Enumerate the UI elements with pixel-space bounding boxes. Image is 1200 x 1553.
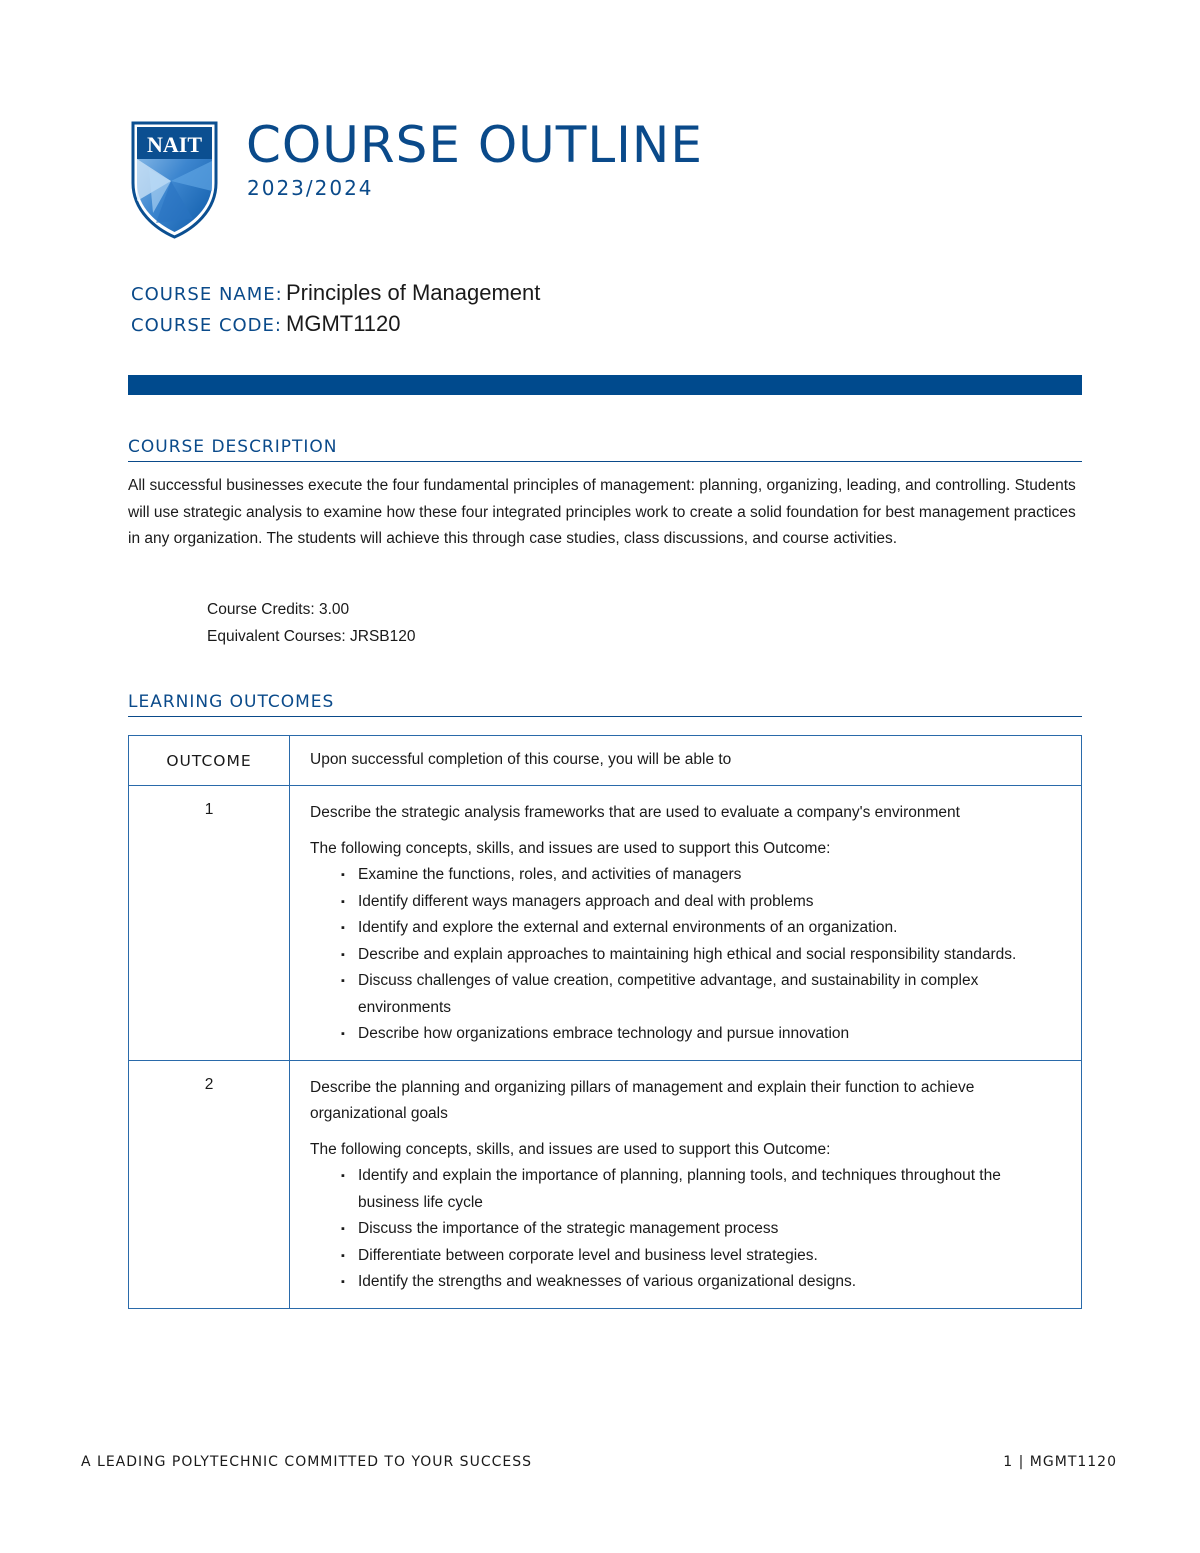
learning-outcomes-table [128,735,1082,1309]
footer-page-number: 1 | MGMT1120 [1003,1454,1117,1470]
list-item: ▪ Differentiate between corporate level and business level strategies. [358,1243,1061,1270]
course-name-value: Principles of Management [286,280,541,305]
list-item: ▪ Discuss the importance of the strategic management process [358,1216,1061,1243]
outcome-support-text: The following concepts, skills, and issues are used to support this Outcome: [310,1140,831,1158]
learning-outcomes-heading: LEARNING OUTCOMES [128,692,1082,717]
list-item: ▪ Examine the functions, roles, and activities of managers [358,862,1061,889]
course-name-label: COURSE NAME: [131,284,283,305]
course-description-text: All successful businesses execute the four fundamental principles of management: planning, organizing, leading, and controlling. Students will use strategic analysis to examine how these four integrated principles work to create a solid foundation for best management practices in any organization. The students will achieve this through case studies, class discussions, and course activities. [128,477,1076,548]
outcome-column-header: OUTCOME [129,736,290,786]
outcome-title: Describe the strategic analysis frameworks that are used to evaluate a company's environment [310,804,960,821]
list-item: ▪ Identify different ways managers approach and deal with problems [358,889,1061,916]
course-name-row [131,280,540,306]
course-code-row [131,311,401,337]
outcome-points [310,862,1061,1048]
list-item: ▪ Identify the strengths and weaknesses of various organizational designs. [358,1269,1061,1296]
outcome-detail [290,1060,1082,1308]
list-item: ▪ Identify and explore the external and external environments of an organization. [358,915,1061,942]
outcome-title: Describe the planning and organizing pillars of management and explain their function to achieve organizational goals [310,1078,975,1122]
list-item: ▪ Discuss challenges of value creation, competitive advantage, and sustainability in complex environments [358,968,1061,1021]
footer-tagline: A LEADING POLYTECHNIC COMMITTED TO YOUR SUCCESS [81,1454,532,1470]
nait-logo [131,121,218,239]
svg-text:NAIT: NAIT [146,132,203,157]
list-item: ▪ Identify and explain the importance of planning, planning tools, and techniques throughout the business life cycle [358,1163,1061,1216]
outcome-points [310,1163,1061,1296]
outcome-number: 1 [129,786,290,1061]
list-item: ▪ Describe and explain approaches to maintaining high ethical and social responsibility standards. [358,942,1061,969]
course-code-label: COURSE CODE: [131,315,282,336]
course-credits: Course Credits: 3.00 [207,601,350,618]
course-code-value: MGMT1120 [286,311,401,336]
table-row [129,1060,1082,1308]
table-row [129,786,1082,1061]
course-description-heading: COURSE DESCRIPTION [128,437,1082,462]
equivalent-courses: Equivalent Courses: JRSB120 [207,628,416,645]
table-header-row [129,736,1082,786]
outcome-support-text: The following concepts, skills, and issues are used to support this Outcome: [310,839,831,857]
description-column-header: Upon successful completion of this course, you will be able to [290,736,1082,786]
list-item: ▪ Describe how organizations embrace technology and pursue innovation [358,1021,1061,1048]
academic-year: 2023/2024 [247,176,374,200]
outcome-number: 2 [129,1060,290,1308]
header-divider-band [128,375,1082,395]
outcome-detail [290,786,1082,1061]
document-title: COURSE OUTLINE [246,116,703,174]
